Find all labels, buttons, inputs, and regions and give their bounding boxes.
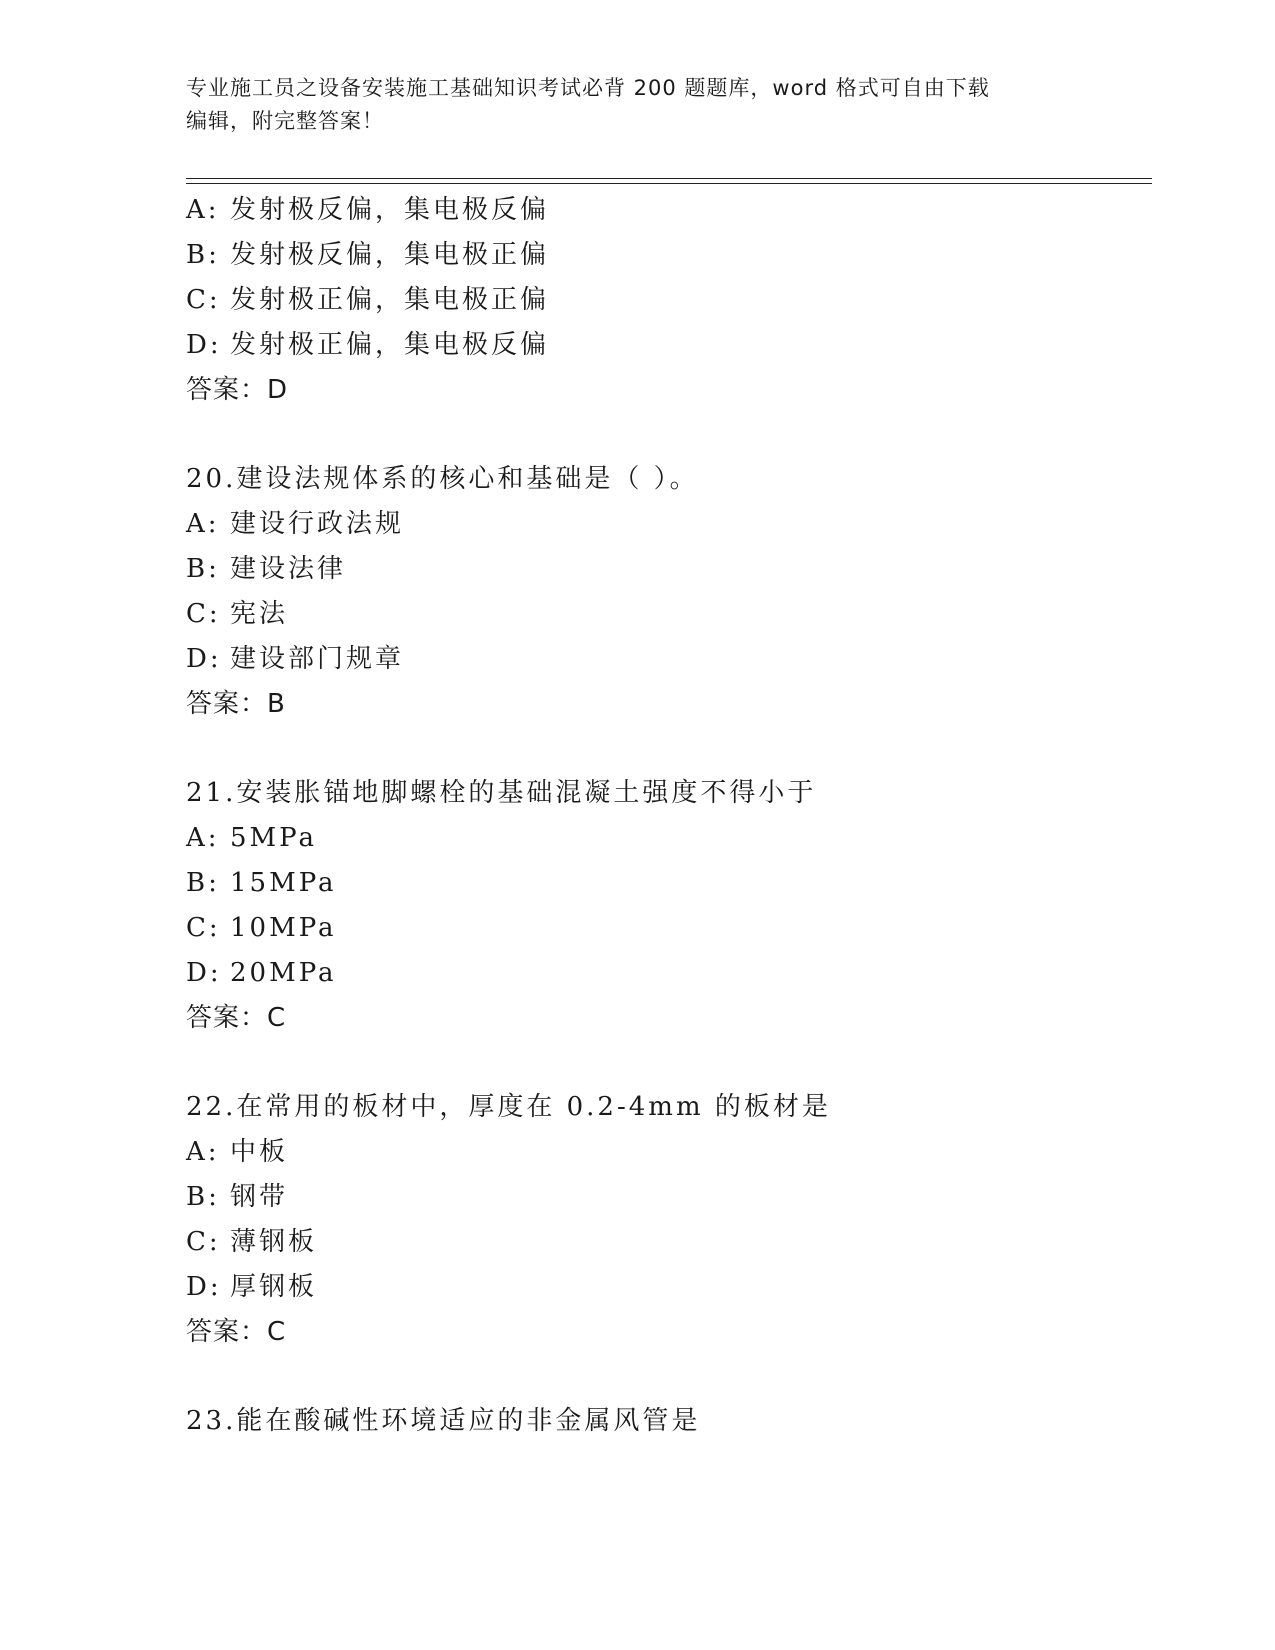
option-letter: C: xyxy=(186,285,221,315)
option-text: 建设法律 xyxy=(230,554,347,584)
option-text: 发射极正偏，集电极反偏 xyxy=(230,330,550,360)
option-text: 发射极反偏，集电极正偏 xyxy=(230,240,550,270)
q20-answer: 答案：B xyxy=(186,689,286,719)
option-text: 建设部门规章 xyxy=(230,644,405,674)
header-rule-bottom xyxy=(186,183,1152,184)
option-text: 5MPa xyxy=(230,823,317,853)
q21-option-b xyxy=(186,867,337,899)
q20-option-d xyxy=(186,643,404,675)
q21-answer: 答案：C xyxy=(186,1003,287,1033)
option-text: 发射极正偏，集电极正偏 xyxy=(230,285,550,315)
option-text: 10MPa xyxy=(230,913,337,943)
q22-answer: 答案：C xyxy=(186,1317,287,1347)
option-text: 宪法 xyxy=(230,599,289,629)
q22-question: 22.在常用的板材中，厚度在 0.2-4mm 的板材是 xyxy=(186,1092,831,1122)
q21-option-c xyxy=(186,912,337,944)
header-title-line-1: 专业施工员之设备安装施工基础知识考试必背 200 题题库，word 格式可自由下载 xyxy=(186,76,990,100)
option-letter: D: xyxy=(186,958,222,988)
option-letter: C: xyxy=(186,1227,221,1257)
option-text: 中板 xyxy=(230,1137,289,1167)
q19-option-a xyxy=(186,194,549,226)
q22-option-a xyxy=(186,1136,288,1168)
option-letter: A: xyxy=(186,195,220,225)
q20-option-b xyxy=(186,553,346,585)
q22-option-c xyxy=(186,1226,317,1258)
option-letter: C: xyxy=(186,599,221,629)
q21-option-d xyxy=(186,957,337,989)
option-text: 建设行政法规 xyxy=(230,509,405,539)
option-text: 厚钢板 xyxy=(230,1272,318,1302)
option-text: 钢带 xyxy=(230,1182,289,1212)
option-letter: B: xyxy=(186,554,220,584)
option-text: 20MPa xyxy=(230,958,337,988)
option-letter: B: xyxy=(186,1182,220,1212)
q20-question: 20.建设法规体系的核心和基础是（ ）。 xyxy=(186,464,699,494)
option-letter: B: xyxy=(186,868,220,898)
q23-question: 23.能在酸碱性环境适应的非金属风管是 xyxy=(186,1406,701,1436)
option-letter: A: xyxy=(186,509,220,539)
q20-option-c xyxy=(186,598,288,630)
option-text: 薄钢板 xyxy=(230,1227,318,1257)
document-header xyxy=(186,72,1086,138)
header-rule-top xyxy=(186,178,1152,179)
option-letter: A: xyxy=(186,1137,220,1167)
option-letter: D: xyxy=(186,644,222,674)
option-letter: C: xyxy=(186,913,221,943)
q19-option-c xyxy=(186,284,549,316)
option-letter: D: xyxy=(186,330,222,360)
q21-question: 21.安装胀锚地脚螺栓的基础混凝土强度不得小于 xyxy=(186,778,817,808)
option-letter: A: xyxy=(186,823,220,853)
q19-answer: 答案：D xyxy=(186,375,289,405)
q21-option-a xyxy=(186,822,317,854)
q22-option-d xyxy=(186,1271,317,1303)
header-title-line-2: 编辑，附完整答案！ xyxy=(186,109,384,133)
q22-option-b xyxy=(186,1181,288,1213)
q19-option-b xyxy=(186,239,549,271)
option-text: 15MPa xyxy=(230,868,337,898)
q19-option-d xyxy=(186,329,549,361)
option-text: 发射极反偏，集电极反偏 xyxy=(230,195,550,225)
option-letter: D: xyxy=(186,1272,222,1302)
q20-option-a xyxy=(186,508,404,540)
option-letter: B: xyxy=(186,240,220,270)
